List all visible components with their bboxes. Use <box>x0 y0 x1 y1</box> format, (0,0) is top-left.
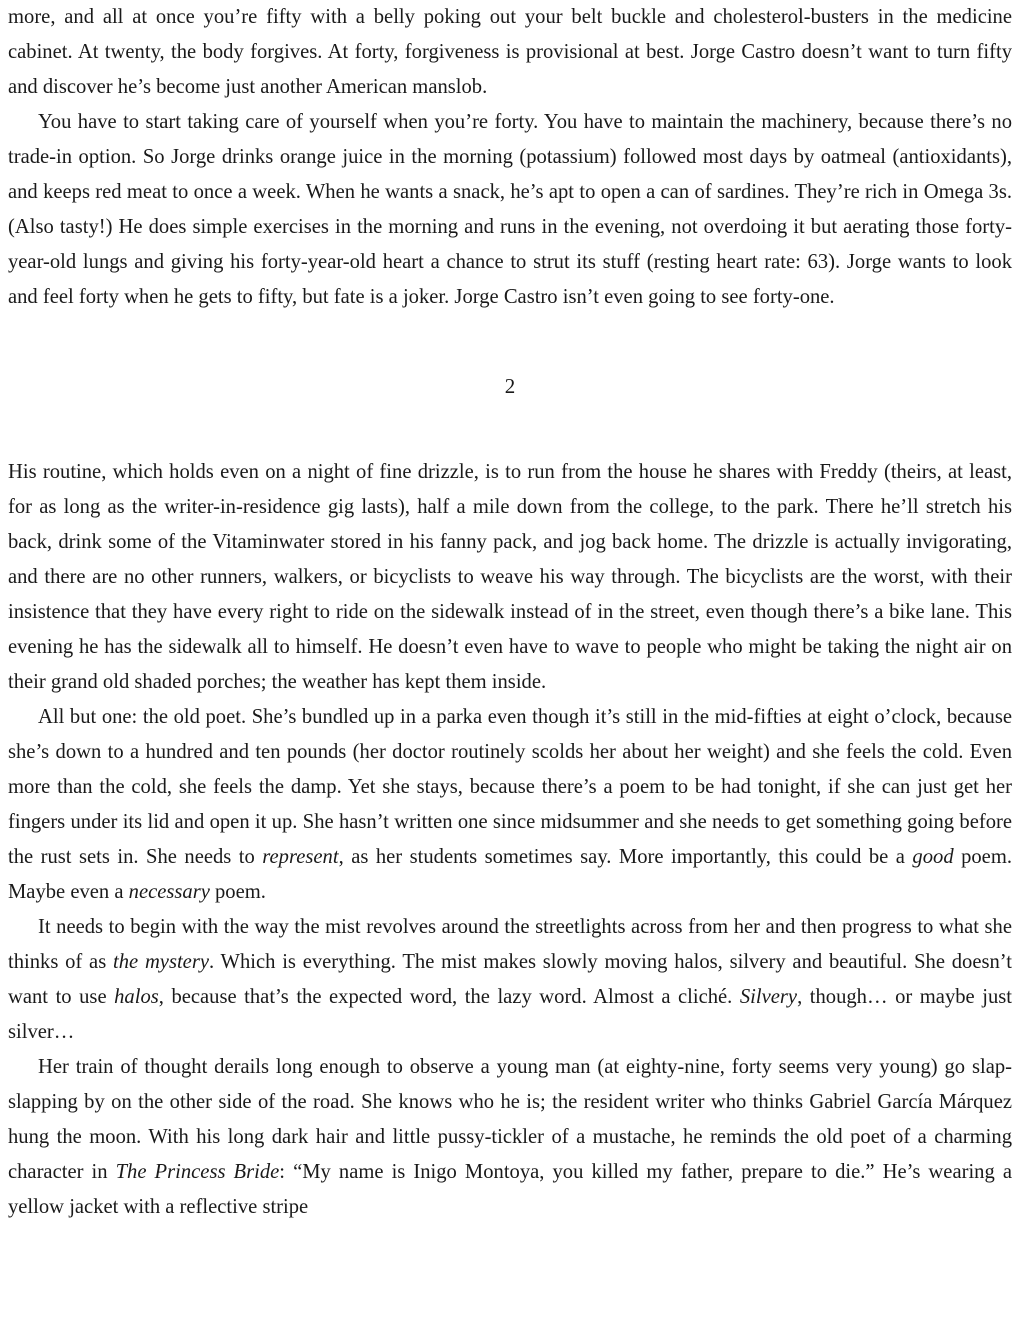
italic-text: represent <box>262 846 339 868</box>
text-run: poem. Maybe even a <box>8 846 1012 903</box>
italic-text: halos <box>114 986 159 1008</box>
italic-text: Silvery <box>739 986 798 1008</box>
text-run: , though… or maybe just silver… <box>8 986 1012 1043</box>
text-run: , as her students sometimes say. More importantly, this could be a <box>338 846 913 868</box>
paragraph <box>8 910 1012 1050</box>
text-run: . Which is everything. The mist makes slowly moving halos, silvery and beautiful. She doesn’t want to use <box>8 951 1012 1008</box>
text-run: more, and all at once you’re fifty with a belly poking out your belt buckle and cholesterol-busters in the medicine cabinet. At twenty, the body forgives. At forty, forgiveness is provisional at best. Jorge Castro doesn’t want to turn fifty and discover he’s become just another American manslob. <box>8 6 1012 98</box>
chapter-number: 2 <box>504 374 516 398</box>
paragraph <box>8 700 1012 910</box>
paragraph <box>8 0 1012 105</box>
text-run: , because that’s the expected word, the lazy word. Almost a cliché. <box>158 986 740 1008</box>
paragraph <box>8 105 1012 315</box>
text-run: poem. <box>209 881 266 903</box>
italic-text: the mystery <box>113 951 209 973</box>
section-break <box>8 315 1012 455</box>
paragraph <box>8 1050 1012 1225</box>
paragraph <box>8 455 1012 700</box>
text-run: All but one: the old poet. She’s bundled up in a parka even though it’s still in the mid-fifties at eight o’clock, because she’s down to a hundred and ten pounds (her doctor routinely scolds her about her weight) and she feels the cold. Even more than the cold, she feels the damp. Yet she stays, because there’s a poem to be had tonight, if she can just get her fingers under its lid and open it up. She hasn’t written one since midsummer and she needs to get something going before the rust sets in. She needs to <box>8 706 1012 868</box>
text-run: It needs to begin with the way the mist revolves around the streetlights across from her and then progress to what she thinks of as <box>8 916 1012 973</box>
italic-text: necessary <box>128 881 210 903</box>
section-1 <box>8 0 1012 315</box>
italic-text: The Princess Bride <box>115 1161 280 1183</box>
italic-text: good <box>912 846 954 868</box>
section-2 <box>8 455 1012 1225</box>
book-page <box>8 0 1012 1225</box>
text-run: : “My name is Inigo Montoya, you killed my father, prepare to die.” He’s wearing a yellow jacket with a reflective stripe <box>8 1161 1012 1218</box>
text-run: His routine, which holds even on a night of fine drizzle, is to run from the house he shares with Freddy (theirs, at least, for as long as the writer-in-residence gig lasts), half a mile down from the college, to the park. There he’ll stretch his back, drink some of the Vitaminwater stored in his fanny pack, and jog back home. The drizzle is actually invigorating, and there are no other runners, walkers, or bicyclists to weave his way through. The bicyclists are the worst, with their insistence that they have every right to ride on the sidewalk instead of in the street, even though there’s a bike lane. This evening he has the sidewalk all to himself. He doesn’t even have to wave to people who might be taking the night air on their grand old shaded porches; the weather has kept them inside. <box>8 461 1012 693</box>
text-run: You have to start taking care of yourself when you’re forty. You have to maintain the machinery, because there’s no trade-in option. So Jorge drinks orange juice in the morning (potassium) followed most days by oatmeal (antioxidants), and keeps red meat to once a week. When he wants a snack, he’s apt to open a can of sardines. They’re rich in Omega 3s. (Also tasty!) He does simple exercises in the morning and runs in the evening, not overdoing it but aerating those forty-year-old lungs and giving his forty-year-old heart a chance to strut its stuff (resting heart rate: 63). Jorge wants to look and feel forty when he gets to fifty, but fate is a joker. Jorge Castro isn’t even going to see forty-one. <box>8 111 1012 308</box>
text-run: Her train of thought derails long enough to observe a young man (at eighty-nine, forty seems very young) go slap-slapping by on the other side of the road. She knows who he is; the resident writer who thinks Gabriel García Márquez hung the moon. With his long dark hair and little pussy-tickler of a mustache, he reminds the old poet of a charming character in <box>8 1056 1012 1183</box>
